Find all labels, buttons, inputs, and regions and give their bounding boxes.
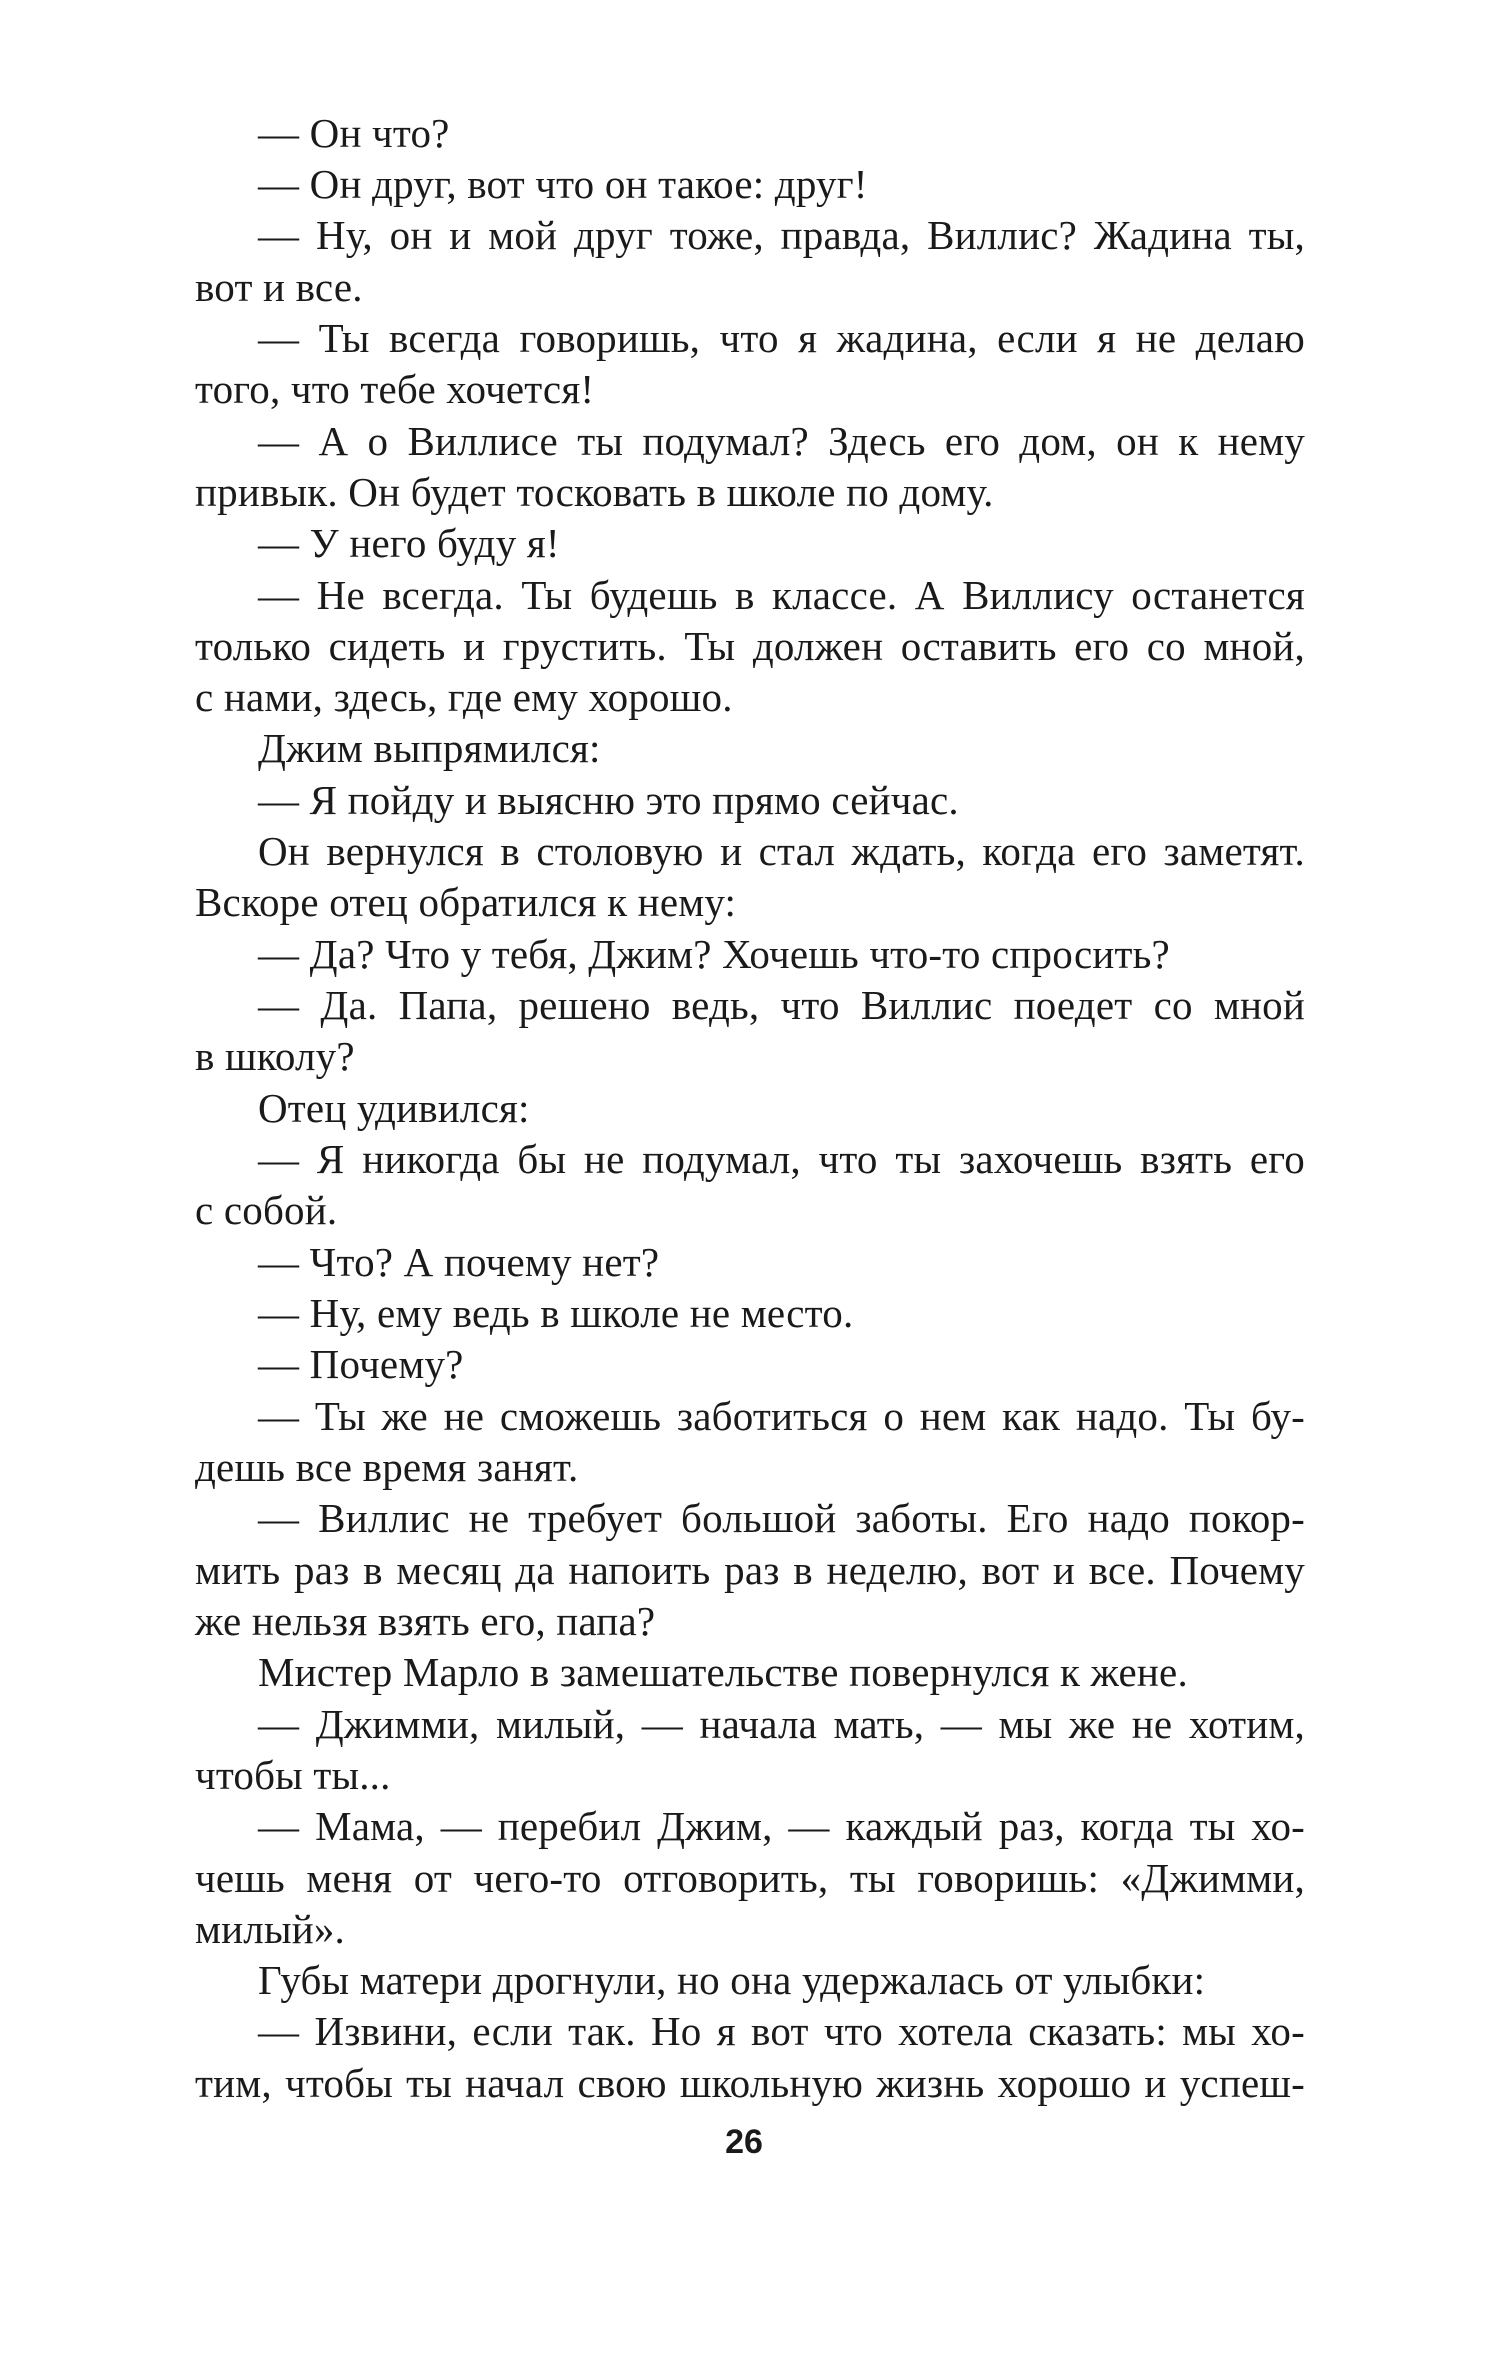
text-line: — Ты всегда говоришь, что я жадина, если я не делаю [258, 315, 1305, 361]
text-line: мить раз в месяц да напоить раз в неделю, вот и все. Почему [195, 1547, 1305, 1593]
text-line: Он вернулся в столовую и стал ждать, когда его заметят. [258, 828, 1305, 874]
text-line: Губы матери дрогнули, но она удержалась от улыбки: [258, 1957, 1206, 2003]
text-line: — Мама, — перебил Джим, — каждый раз, когда ты хо- [258, 1803, 1305, 1849]
text-line: — А о Виллисе ты подумал? Здесь его дом, он к нему [258, 418, 1305, 464]
text-line: — Почему? [258, 1341, 464, 1387]
text-line: — Он друг, вот что он такое: друг! [258, 161, 868, 207]
text-line: — Я пойду и выясню это прямо сейчас. [258, 777, 959, 823]
text-line: милый». [195, 1906, 345, 1952]
text-line: — Он что? [258, 110, 450, 156]
text-line: — У него буду я! [258, 520, 560, 566]
text-line: — Ну, он и мой друг тоже, правда, Виллис? Жадина ты, [258, 212, 1305, 258]
text-line: чешь меня от чего-то отговорить, ты говоришь: «Джимми, [195, 1855, 1305, 1901]
text-line: в школу? [195, 1033, 355, 1079]
text-line: — Не всегда. Ты будешь в классе. А Виллису останется [258, 572, 1305, 618]
text-line: — Да? Что у тебя, Джим? Хочешь что-то спросить? [258, 931, 1170, 977]
text-line: тим, чтобы ты начал свою школьную жизнь хорошо и успеш- [195, 2060, 1305, 2106]
text-line: чтобы ты... [195, 1752, 391, 1798]
text-line: только сидеть и грустить. Ты должен оставить его со мной, [195, 623, 1305, 669]
text-line: с нами, здесь, где ему хорошо. [195, 674, 733, 720]
text-line: — Ну, ему ведь в школе не место. [258, 1290, 854, 1336]
text-line: — Я никогда бы не подумал, что ты захочешь взять его [258, 1136, 1305, 1182]
text-line: вот и все. [195, 264, 363, 310]
text-line: с собой. [195, 1187, 338, 1233]
text-line: — Извини, если так. Но я вот что хотела сказать: мы хо- [258, 2008, 1305, 2054]
text-line: привык. Он будет тосковать в школе по дому. [195, 469, 994, 515]
page-number: 26 [725, 2123, 763, 2161]
text-line: — Что? А почему нет? [258, 1239, 660, 1285]
text-line: Джим выпрямился: [258, 725, 601, 771]
text-line: дешь все время занят. [195, 1444, 579, 1490]
text-line: — Джимми, милый, — начала мать, — мы же не хотим, [258, 1701, 1305, 1747]
text-line: Мистер Марло в замешательстве повернулся к жене. [258, 1649, 1188, 1695]
text-line: — Ты же не сможешь заботиться о нем как надо. Ты бу- [258, 1393, 1305, 1439]
text-line: Вскоре отец обратился к нему: [195, 879, 737, 925]
text-line: же нельзя взять его, папа? [195, 1598, 656, 1644]
text-line: — Виллис не требует большой заботы. Его надо покор- [258, 1495, 1305, 1541]
text-line: Отец удивился: [258, 1085, 530, 1131]
text-line: — Да. Папа, решено ведь, что Виллис поедет со мной [258, 982, 1305, 1028]
text-line: того, что тебе хочется! [195, 366, 595, 412]
